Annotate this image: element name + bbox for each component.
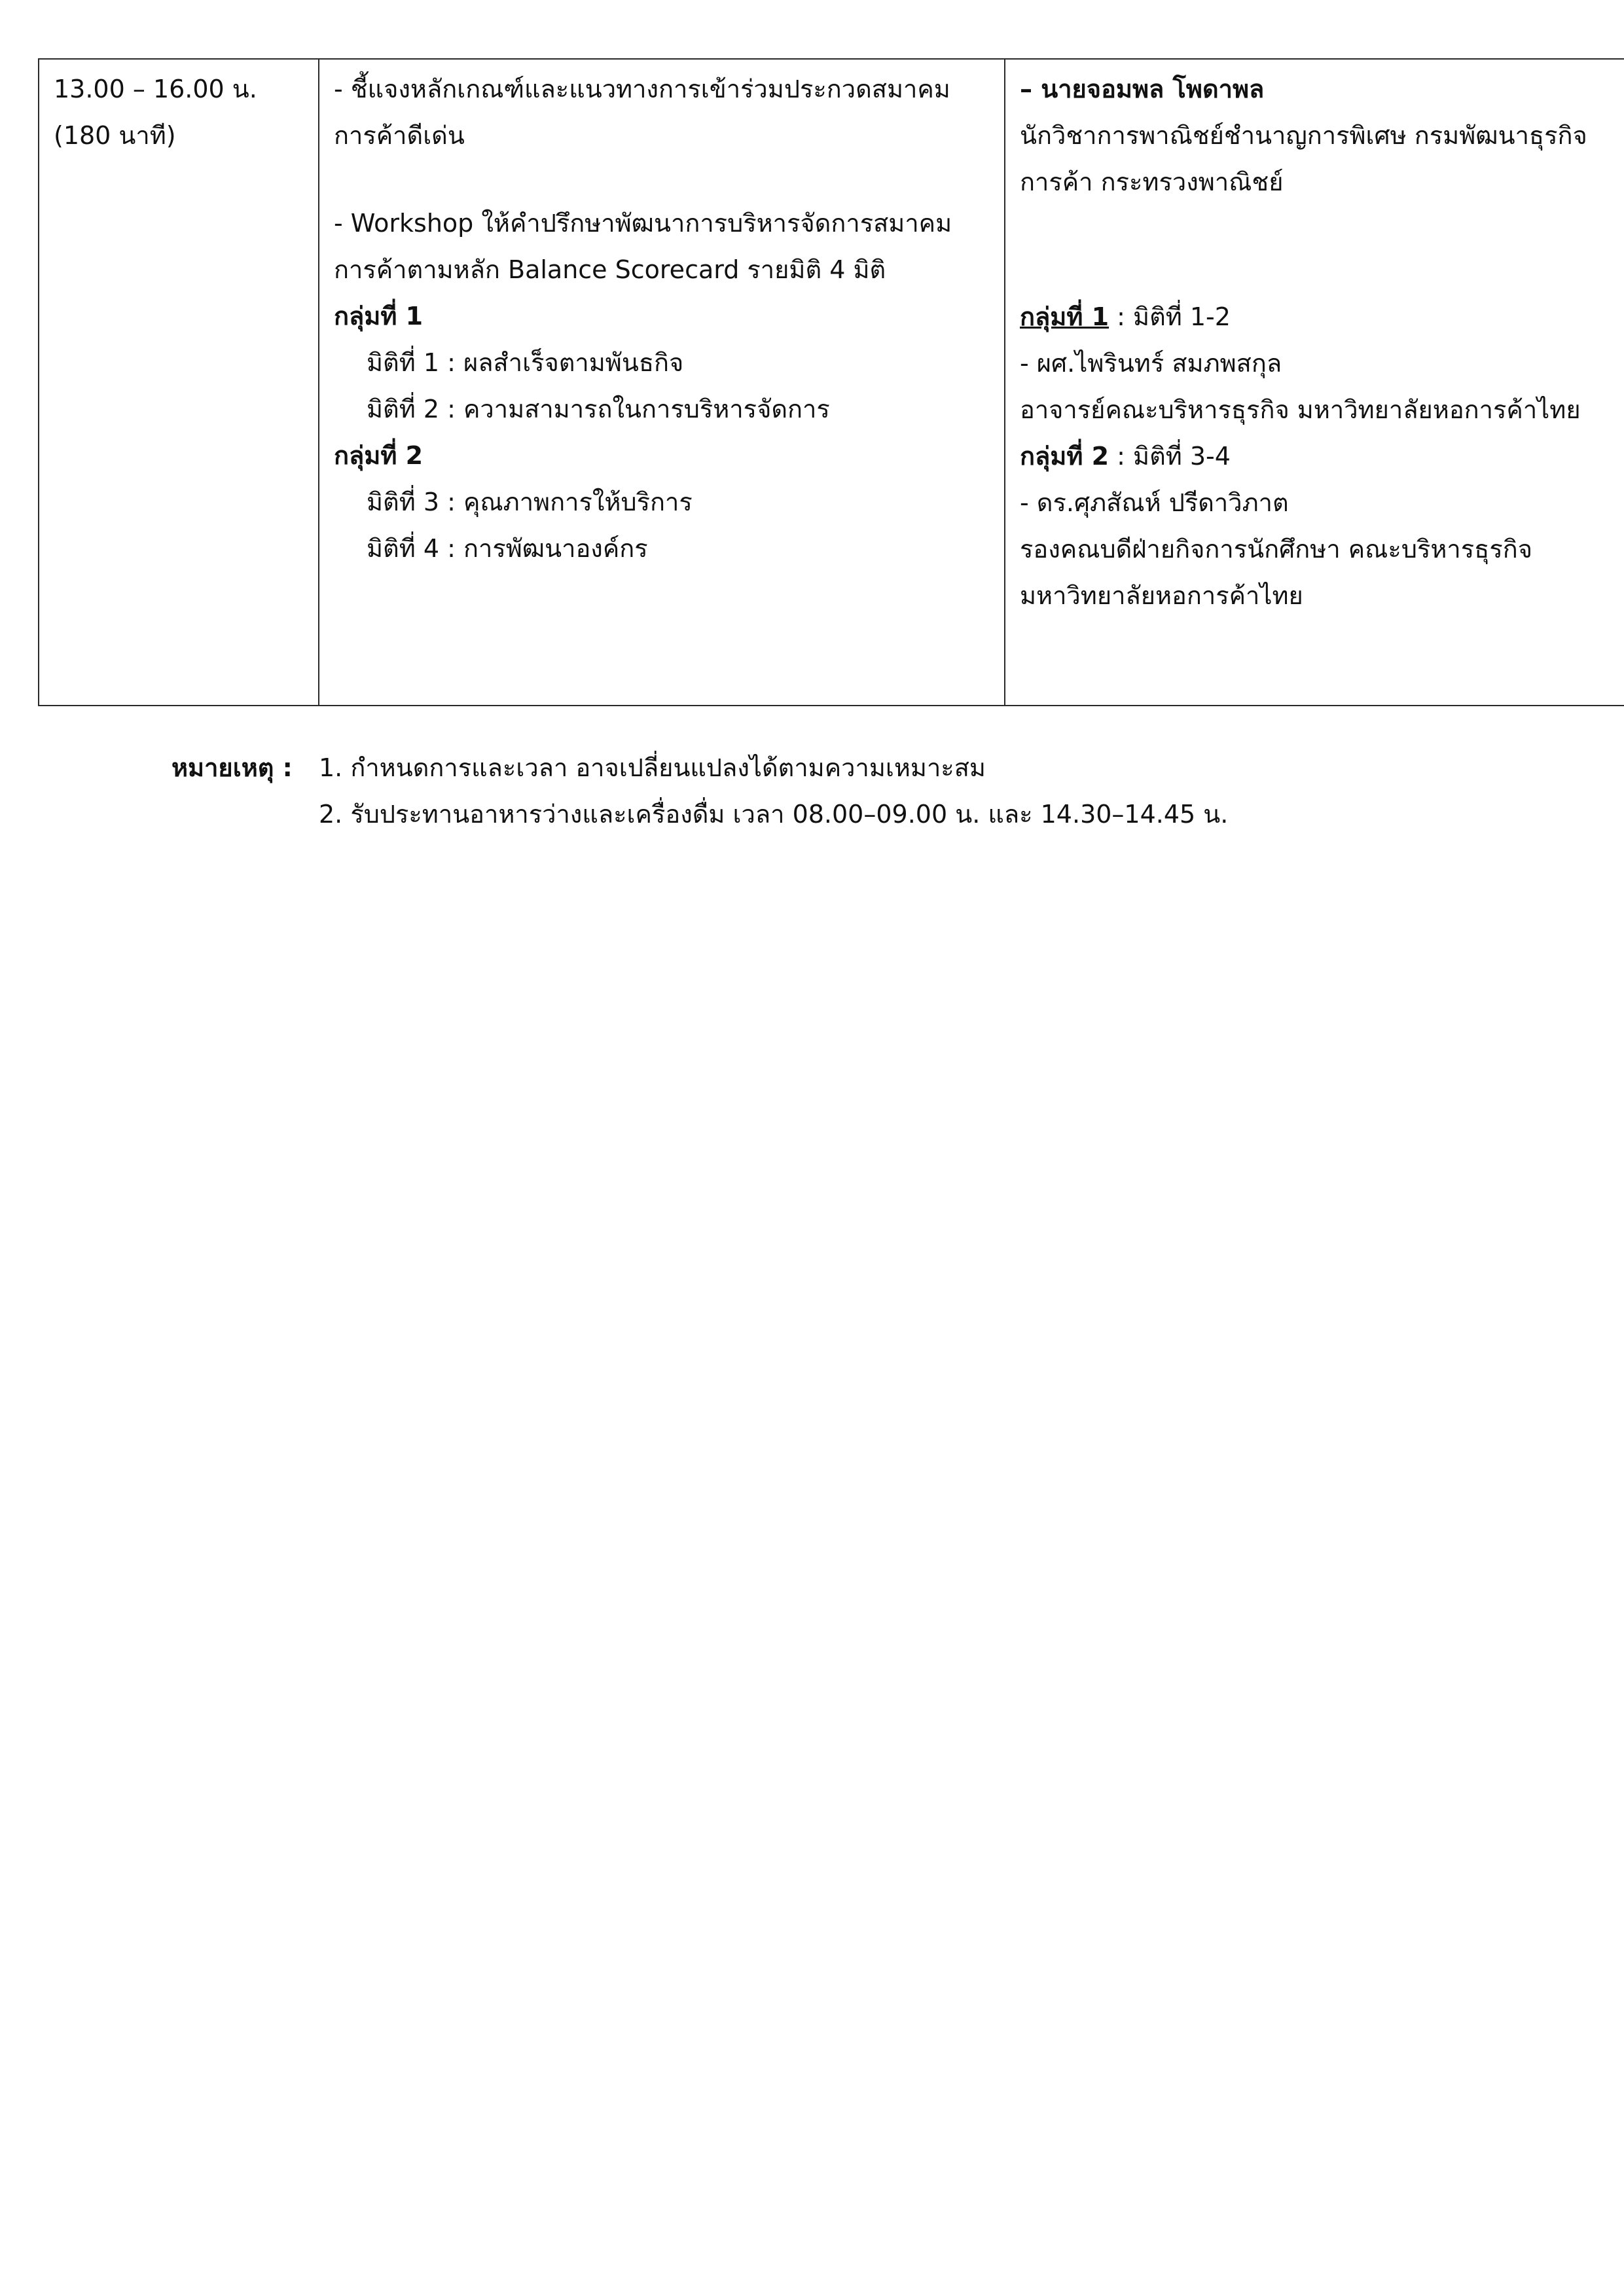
time-cell <box>39 59 319 706</box>
group-1-speaker-heading <box>1020 294 1624 340</box>
group-1-dimensions: : มิติที่ 1-2 <box>1109 302 1231 331</box>
notes-label: หมายเหตุ : <box>171 753 293 782</box>
group-1-label: กลุ่มที่ 1 <box>1020 302 1110 331</box>
group-1-dimension-1: มิติที่ 1 : ผลสำเร็จตามพันธกิจ <box>367 348 684 377</box>
time-range: 13.00 – 16.00 น. <box>54 75 257 103</box>
activity-item-1-line-1: - ชี้แจงหลักเกณฑ์และแนวทางการเข้าร่วมประกวดสมาคม <box>334 75 950 103</box>
group-2-speaker-title-line-1: รองคณบดีฝ่ายกิจการนักศึกษา คณะบริหารธุรกิจ <box>1020 535 1533 564</box>
schedule-table <box>38 58 1624 706</box>
group-1-dimension-2: มิติที่ 2 : ความสามารถในการบริหารจัดการ <box>367 395 830 423</box>
notes-section <box>171 745 1228 838</box>
group-2-dimensions: : มิติที่ 3-4 <box>1109 442 1231 471</box>
group-2-dimension-4: มิติที่ 4 : การพัฒนาองค์กร <box>367 534 648 563</box>
group-2-speaker-title-line-2: มหาวิทยาลัยหอการค้าไทย <box>1020 581 1303 610</box>
note-line-1 <box>171 745 1228 791</box>
main-speaker-title-line-1: นักวิชาการพาณิชย์ชำนาญการพิเศษ กรมพัฒนาธุรกิจ <box>1020 121 1587 150</box>
spacer <box>334 159 991 200</box>
note-item: 1. กำหนดการและเวลา อาจเปลี่ยนแปลงได้ตามความเหมาะสม <box>319 753 986 782</box>
activity-item-2-line-2: การค้าตามหลัก Balance Scorecard รายมิติ 4 มิติ <box>334 255 886 284</box>
group-2-speaker-heading <box>1020 433 1624 480</box>
main-speaker-title-line-2: การค้า กระทรวงพาณิชย์ <box>1020 168 1284 196</box>
group-2-label: กลุ่มที่ 2 <box>1020 442 1110 471</box>
main-speaker-name: – นายจอมพล โพดาพล <box>1020 75 1265 103</box>
time-duration: (180 นาที) <box>54 121 176 150</box>
activity-cell <box>319 59 1005 706</box>
group-1-speaker-title: อาจารย์คณะบริหารธุรกิจ มหาวิทยาลัยหอการค้าไทย <box>1020 395 1581 424</box>
group-2-dimension-3: มิติที่ 3 : คุณภาพการให้บริการ <box>367 488 693 516</box>
group-2-heading: กลุ่มที่ 2 <box>334 441 424 470</box>
table-row <box>39 59 1624 706</box>
activity-item-1-line-2: การค้าดีเด่น <box>334 121 465 150</box>
group-1-heading: กลุ่มที่ 1 <box>334 302 424 331</box>
speaker-cell <box>1005 59 1624 706</box>
note-item: 2. รับประทานอาหารว่างและเครื่องดื่ม เวลา 08.00–09.00 น. และ 14.30–14.45 น. <box>319 800 1229 829</box>
group-2-speaker-name: - ดร.ศุภสัณห์ ปรีดาวิภาต <box>1020 488 1289 517</box>
group-1-speaker-name: - ผศ.ไพรินทร์ สมภพสกุล <box>1020 349 1282 378</box>
spacer <box>1020 206 1624 294</box>
note-line-2 <box>171 791 1228 838</box>
activity-item-2-line-1: - Workshop ให้คำปรึกษาพัฒนาการบริหารจัดการสมาคม <box>334 209 952 238</box>
